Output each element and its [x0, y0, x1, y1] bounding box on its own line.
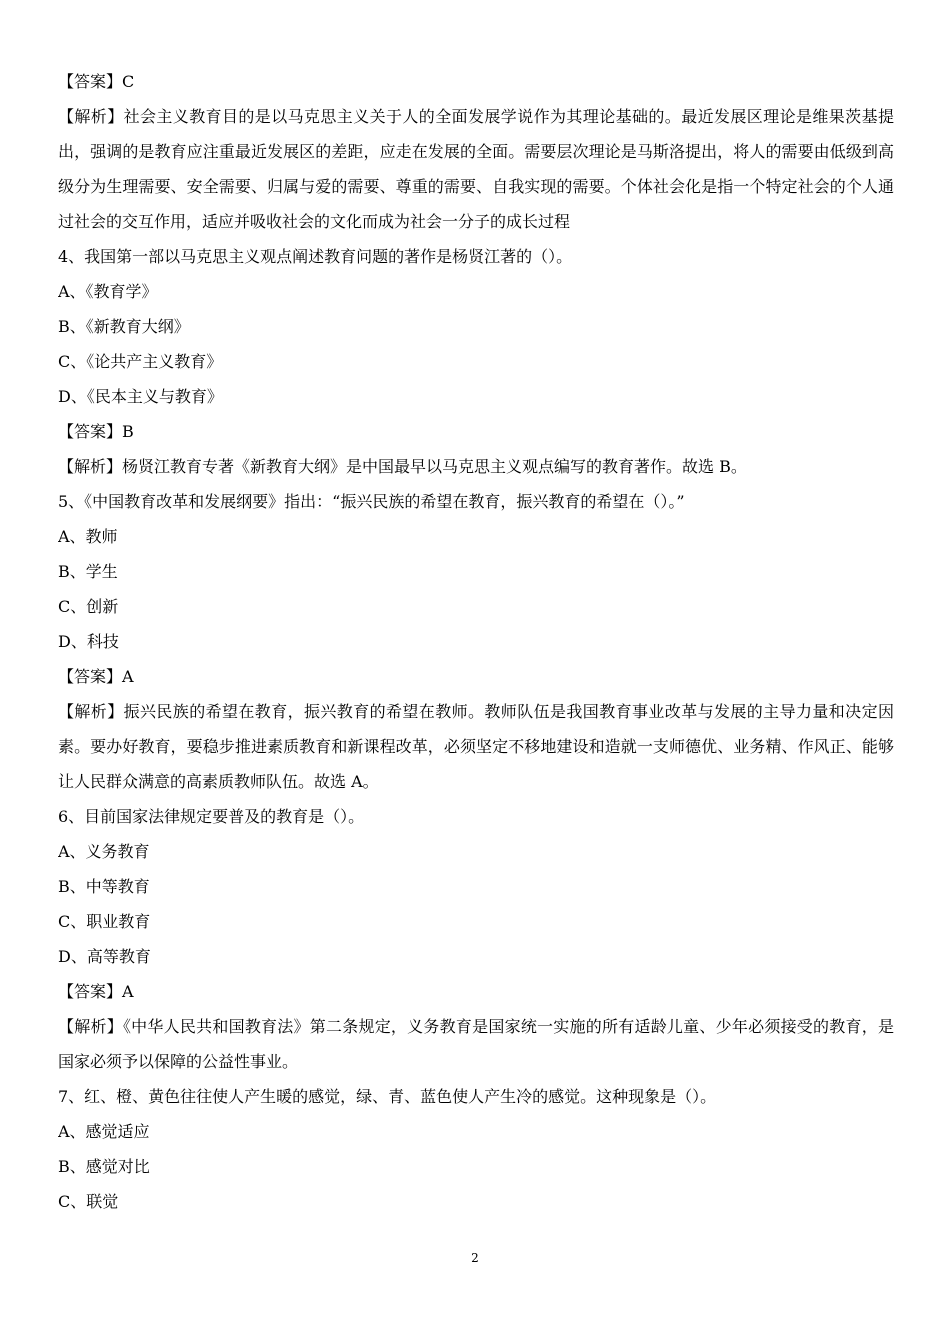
option-d: D、高等教育: [58, 947, 151, 966]
question-6: 6、目前国家法律规定要普及的教育是（）。: [58, 807, 365, 826]
analysis-paragraph: 【解析】振兴民族的希望在教育，振兴教育的希望在教师。教师队伍是我国教育事业改革与发展的主导力量和决定因素。要办好教育，要稳步推进素质教育和新课程改革，必须坚定不移地建设和造就一支师德优、业务精、作风正、能够让人民群众满意的高素质教师队伍。故选 A。: [58, 702, 894, 791]
analysis-paragraph: 【解析】《中华人民共和国教育法》第二条规定，义务教育是国家统一实施的所有适龄儿童、少年必须接受的教育，是国家必须予以保障的公益性事业。: [58, 1017, 894, 1071]
answer-line: 【答案】B: [58, 422, 134, 441]
option-a: A、义务教育: [58, 842, 150, 861]
answer-line: 【答案】C: [58, 72, 135, 91]
option-b: B、学生: [58, 562, 118, 581]
question-7: 7、红、橙、黄色往往使人产生暖的感觉，绿、青、蓝色使人产生冷的感觉。这种现象是（）。: [58, 1087, 717, 1106]
option-c: C、职业教育: [58, 912, 151, 931]
analysis-paragraph: 【解析】社会主义教育目的是以马克思主义关于人的全面发展学说作为其理论基础的。最近发展区理论是维果茨基提出，强调的是教育应注重最近发展区的差距，应走在发展的全面。需要层次理论是马斯洛提出，将人的需要由低级到高级分为生理需要、安全需要、归属与爱的需要、尊重的需要、自我实现的需要。个体社会化是指一个特定社会的个人通过社会的交互作用，适应并吸收社会的文化而成为社会一分子的成长过程: [58, 107, 894, 231]
option-b: B、感觉对比: [58, 1157, 150, 1176]
option-c: C、《论共产主义教育》: [58, 352, 223, 371]
option-d: D、《民本主义与教育》: [58, 387, 223, 406]
option-a: A、《教育学》: [58, 282, 158, 301]
option-c: C、创新: [58, 597, 119, 616]
question-5: 5、《中国教育改革和发展纲要》指出：“振兴民族的希望在教育，振兴教育的希望在（）。”: [58, 492, 685, 511]
question-4: 4、我国第一部以马克思主义观点阐述教育问题的著作是杨贤江著的（）。: [58, 247, 573, 266]
page-number: 2: [471, 1251, 479, 1265]
option-b: B、中等教育: [58, 877, 150, 896]
option-b: B、《新教育大纲》: [58, 317, 190, 336]
analysis-paragraph: 【解析】杨贤江教育专著《新教育大纲》是中国最早以马克思主义观点编写的教育著作。故选 B。: [58, 457, 747, 476]
answer-line: 【答案】A: [58, 667, 134, 686]
option-a: A、教师: [58, 527, 118, 546]
answer-line: 【答案】A: [58, 982, 134, 1001]
option-c: C、联觉: [58, 1192, 119, 1211]
option-a: A、感觉适应: [58, 1122, 150, 1141]
option-d: D、科技: [58, 632, 119, 651]
document-page: [58, 64, 894, 1219]
